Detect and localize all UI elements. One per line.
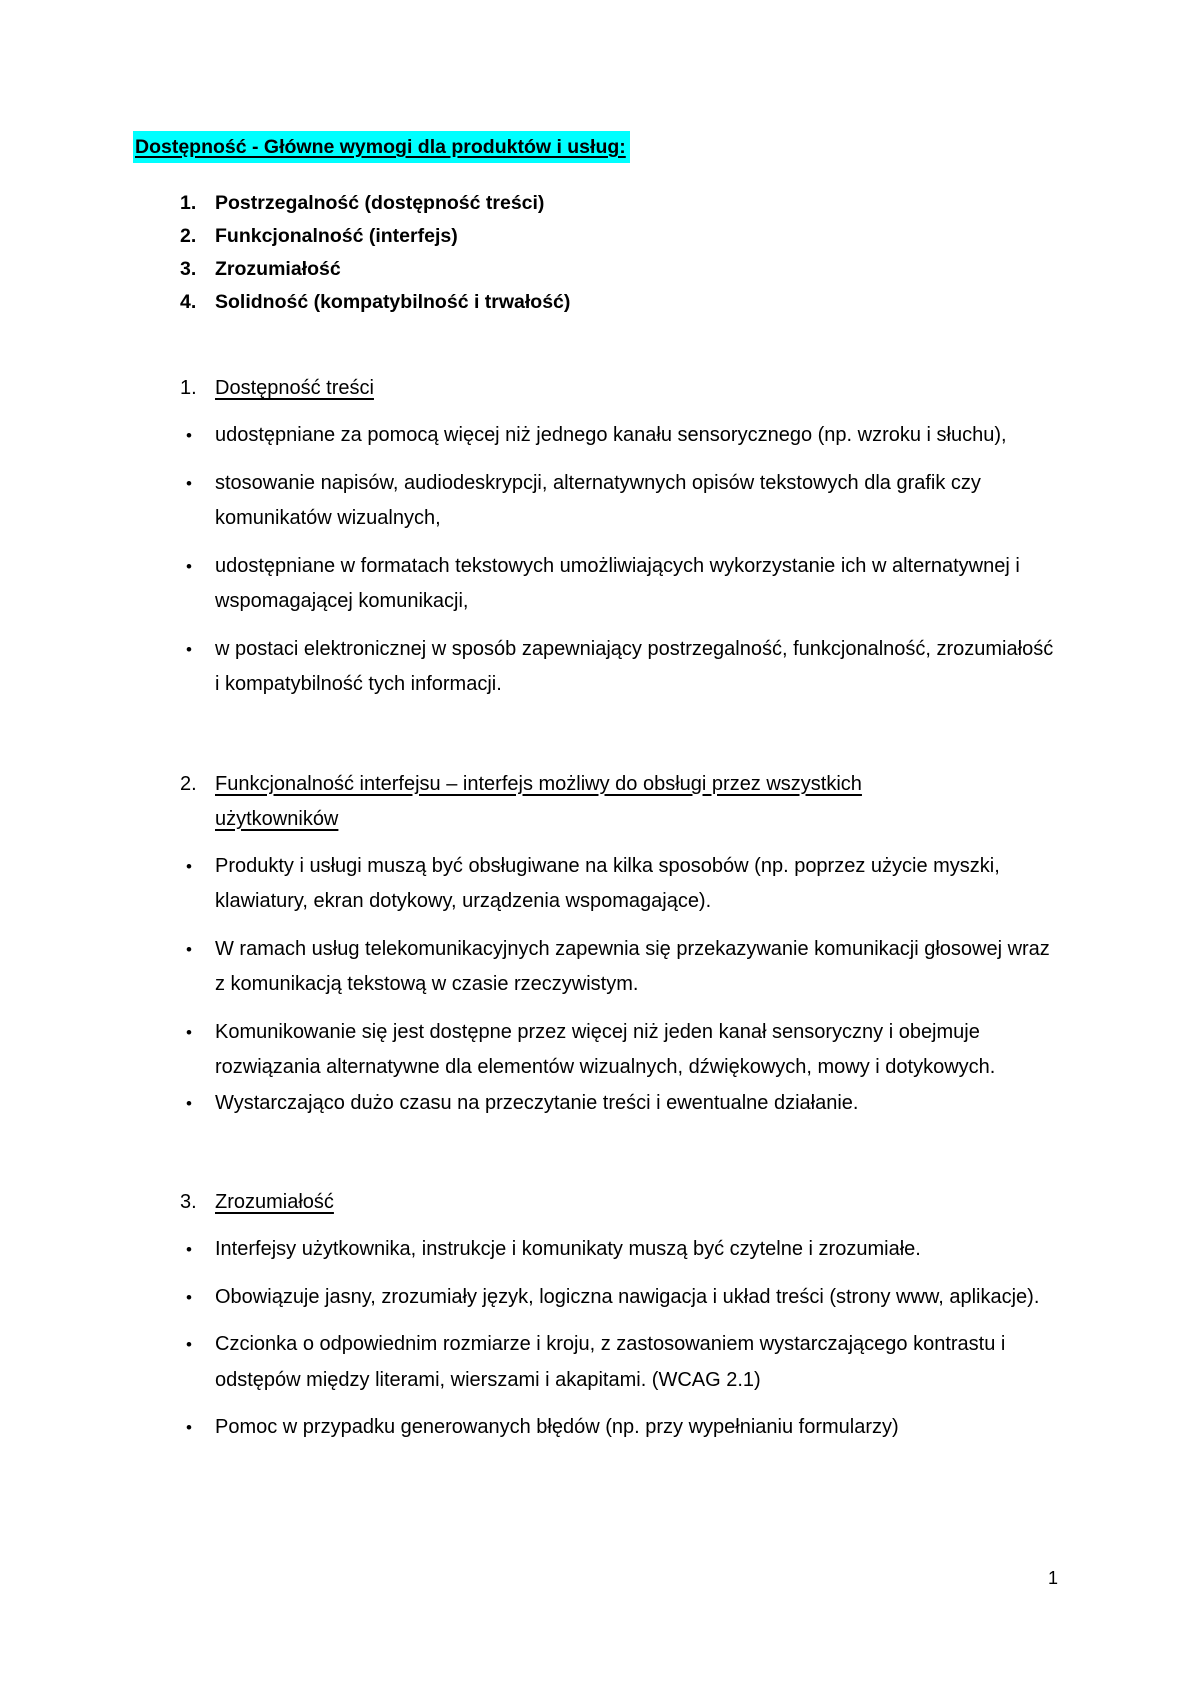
bullet-item xyxy=(186,466,1067,537)
bullet-icon: • xyxy=(186,1287,192,1307)
section-heading xyxy=(180,767,1067,837)
overview-item xyxy=(180,286,1067,319)
title-row xyxy=(133,131,1067,163)
bullet-item xyxy=(186,632,1067,703)
overview-item-text: Postrzegalność (dostępność treści) xyxy=(215,192,545,214)
overview-item-number: 1. xyxy=(180,192,197,214)
section-heading xyxy=(180,371,1067,406)
bullet-text: udostępniane w formatach tekstowych umożliwiających wykorzystanie ich w alternatywnej i wspomagającej komunikacji, xyxy=(215,554,1020,612)
bullet-item xyxy=(186,849,1067,920)
section-number: 2. xyxy=(180,772,197,795)
overview-item-text: Funkcjonalność (interfejs) xyxy=(215,225,458,247)
bullet-icon: • xyxy=(186,1240,192,1259)
overview-item xyxy=(180,187,1067,220)
section-heading xyxy=(180,1185,1067,1220)
page-number: 1 xyxy=(1047,1568,1058,1588)
bullet-icon: • xyxy=(186,556,192,576)
bullet-icon: • xyxy=(186,473,192,493)
bullet-text: Pomoc w przypadku generowanych błędów (np. przy wypełnianiu formularzy) xyxy=(215,1416,899,1438)
section-number: 3. xyxy=(180,1191,197,1213)
bullet-item xyxy=(186,549,1067,620)
overview-list xyxy=(180,187,1067,319)
section-number: 1. xyxy=(180,377,197,399)
bullet-item xyxy=(186,1280,1067,1316)
bullet-icon: • xyxy=(186,1093,192,1113)
bullet-text: w postaci elektronicznej w sposób zapewniający postrzegalność, funkcjonalność, zrozumiałość i kompatybilność tych informacji. xyxy=(215,637,1054,695)
bullet-item xyxy=(186,1410,1067,1446)
bullet-icon: • xyxy=(186,1418,192,1437)
section-heading-text: Zrozumiałość xyxy=(215,1191,334,1213)
bullet-text: Wystarczająco dużo czasu na przeczytanie treści i ewentualne działanie. xyxy=(215,1091,859,1114)
overview-item-number: 4. xyxy=(180,291,197,313)
section-heading-text: Dostępność treści xyxy=(215,377,374,399)
section-zrozumialosc xyxy=(133,1185,1067,1446)
section-heading-text: Funkcjonalność interfejsu – interfejs możliwy do obsługi przez wszystkich użytkowników xyxy=(215,772,862,830)
bullet-item xyxy=(186,1232,1067,1268)
bullet-text: stosowanie napisów, audiodeskrypcji, alternatywnych opisów tekstowych dla grafik czy komunikatów wizualnych, xyxy=(215,471,981,529)
bullet-text: W ramach usług telekomunikacyjnych zapewnia się przekazywanie komunikacji głosowej wraz z komunikacją tekstową w czasie rzeczywistym. xyxy=(215,937,1050,995)
bullet-item xyxy=(186,1327,1067,1398)
overview-item-text: Solidność (kompatybilność i trwałość) xyxy=(215,291,571,313)
overview-item-number: 3. xyxy=(180,258,197,280)
overview-item-text: Zrozumiałość xyxy=(215,258,341,280)
bullet-item xyxy=(186,418,1067,454)
bullet-text: Produkty i usługi muszą być obsługiwane na kilka sposobów (np. poprzez użycie myszki, klawiatury, ekran dotykowy, urządzenia wspomagające). xyxy=(215,854,1000,912)
overview-item-number: 2. xyxy=(180,225,197,247)
bullet-item xyxy=(186,932,1067,1003)
bullet-icon: • xyxy=(186,1335,192,1354)
page-title: Dostępność - Główne wymogi dla produktów i usług: xyxy=(133,131,630,163)
bullet-icon: • xyxy=(186,639,192,659)
section-dostepnosc-tresci xyxy=(133,371,1067,703)
bullet-icon: • xyxy=(186,1022,192,1042)
bullet-text: Obowiązuje jasny, zrozumiały język, logiczna nawigacja i układ treści (strony www, aplikacje). xyxy=(215,1285,1040,1308)
overview-item xyxy=(180,253,1067,286)
bullet-text: Czcionka o odpowiednim rozmiarze i kroju, z zastosowaniem wystarczającego kontrastu i odstępów między literami, wierszami i akapitami. (WCAG 2.1) xyxy=(215,1333,1006,1391)
section-funkcjonalnosc-interfejsu xyxy=(133,767,1067,1122)
bullet-item xyxy=(186,1015,1067,1086)
bullet-text: Komunikowanie się jest dostępne przez więcej niż jeden kanał sensoryczny i obejmuje rozwiązania alternatywne dla elementów wizualnych, dźwiękowych, mowy i dotykowych. xyxy=(215,1020,996,1078)
overview-item xyxy=(180,220,1067,253)
bullet-text: Interfejsy użytkownika, instrukcje i komunikaty muszą być czytelne i zrozumiałe. xyxy=(215,1238,921,1260)
bullet-item xyxy=(186,1086,1067,1122)
bullet-icon: • xyxy=(186,856,192,876)
bullet-icon: • xyxy=(186,939,192,959)
bullet-text: udostępniane za pomocą więcej niż jednego kanału sensorycznego (np. wzroku i słuchu), xyxy=(215,424,1007,446)
bullet-icon: • xyxy=(186,426,192,445)
